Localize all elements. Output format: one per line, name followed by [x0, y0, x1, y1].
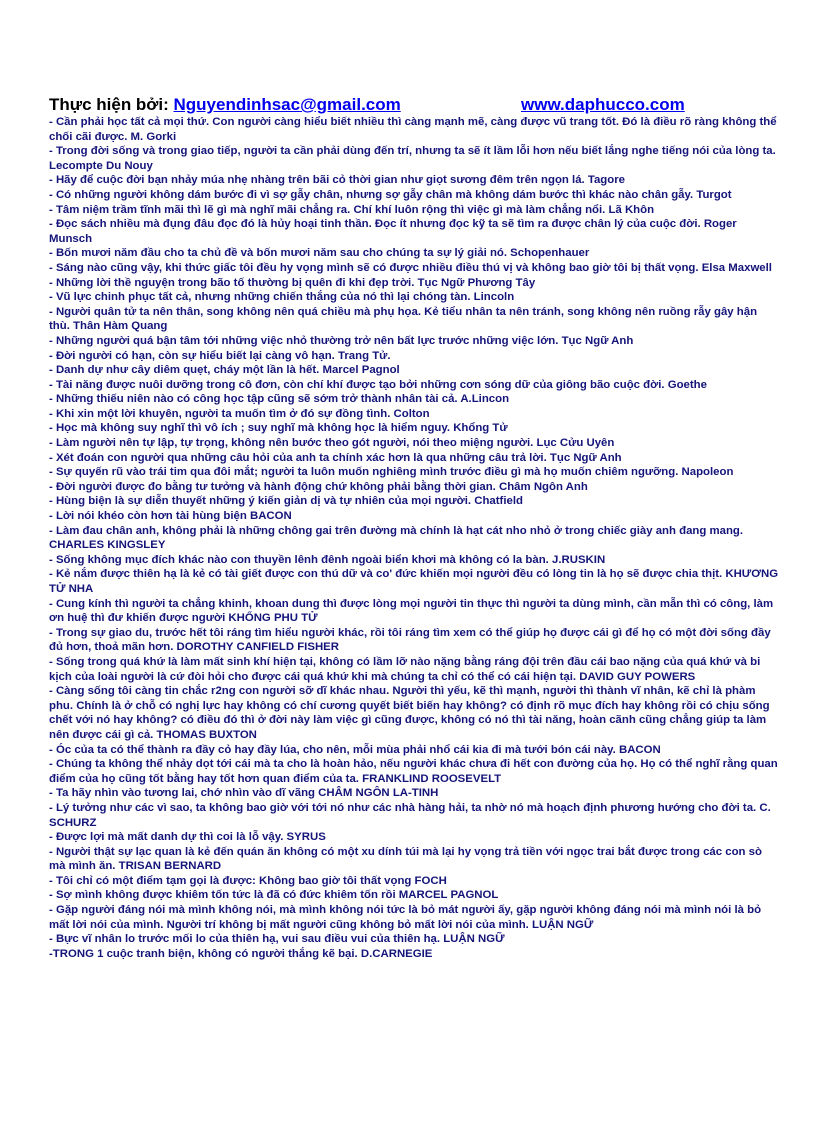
quote-item: - Danh dự như cây diêm quẹt, cháy một lần là hết. Marcel Pagnol [49, 364, 400, 377]
quote-item: - Sáng nào cũng vậy, khi thức giấc tôi đều hy vọng mình sẽ có được nhiều điều thú vị và không bao giờ tôi bị thất vọng. Elsa Maxwell [49, 261, 772, 274]
quote-item: - Sợ mình không được khiêm tốn tức là đã có đức khiêm tốn rồi MARCEL PAGNOL [49, 889, 499, 902]
quote-item: - Lời nói khéo còn hơn tài hùng biện BACON [49, 510, 292, 523]
quote-item: - Tôi chỉ có một điểm tạm gọi là được: Không bao giờ tôi thất vọng FOCH [49, 874, 447, 887]
quote-item: - Những thiếu niên nào có công học tập cũng sẽ sớm trở thành nhân tài cả. A.Lincon [49, 393, 510, 406]
quote-item: - Hãy để cuộc đời bạn nhảy múa nhẹ nhàng trên bãi cỏ thời gian như giọt sương đêm trên ngọn lá. Tagore [49, 174, 625, 187]
quote-item: - Đọc sách nhiều mà đụng đâu đọc đó là hủy hoại tinh thần. Đọc ít nhưng đọc kỹ ta sẽ tìm ra được chân lý của cuộc đời. Roger Munsch [49, 218, 737, 245]
website-link[interactable]: www.daphucco.com [521, 95, 685, 114]
quote-item: - Bốn mươi năm đầu cho ta chủ đề và bốn mươi năm sau cho chúng ta sự lý giải nó. Schopenhauer [49, 247, 590, 260]
quote-item: - Càng sống tôi càng tin chắc r2ng con người sỡ dĩ khác nhau. Người thì yếu, kẽ thì mạnh, người thì thành vĩ nhân, kẽ chỉ là phàm phu. Chính là ở chỗ có nghị lực hay không có chí cương quyết biết biến hay không? có định rõ mục đích hay không rồi có chịu sống chết với nó hay không? có điều đó thì ở đời này làm việc gì cũng được, không có nó thì tài năng, hoàn cãnh cũng chẳng giúp ta làm nên được cái gì cả. THOMAS BUXTON [49, 685, 770, 741]
quote-item: - Óc của ta có thể thành ra đầy cỏ hay đầy lúa, cho nên, mỗi mùa phải nhổ cái kia đi mà tưới bón cái này. BACON [49, 743, 661, 756]
quote-item: - Làm người nên tự lập, tự trọng, không nên bước theo gót người, nói theo miệng người. Lục Cửu Uyên [49, 437, 615, 450]
quote-item: - Sống trong quá khứ là làm mất sinh khí hiện tại, không có lầm lỡ nào nặng bằng ráng đội trên đầu cái bao nặng của quá khứ và bi kịch của loài người là cứ đòi hỏi cho được cái quá khứ khi mà chúng ta chỉ có thể có cái hiện tại. DAVID GUY POWERS [49, 655, 761, 683]
quote-item: - Những lời thề nguyện trong bão tố thường bị quên đi khi đẹp trời. Tục Ngữ Phương Tây [49, 276, 536, 289]
quote-item: - Khi xin một lời khuyên, người ta muốn tìm ở đó sự đồng tình. Colton [49, 407, 430, 420]
quote-item: - Trong sự giao du, trước hết tôi ráng tìm hiểu người khác, rồi tôi ráng tìm xem có thể giúp họ được cái gì để họ có một đời sống đầy đủ hơn, thoả mãn hơn. DOROTHY CANFIELD FISHER [49, 626, 771, 654]
quote-item: - Vũ lực chinh phục tất cả, nhưng những chiến thắng của nó thì lại chóng tàn. Lincoln [49, 291, 515, 304]
quote-item: - Tài năng được nuôi dưỡng trong cô đơn, còn chí khí được tạo bởi những cơn sóng dữ của giông bão cuộc đời. Goethe [49, 378, 707, 391]
quote-item: - Người quân tử ta nên thân, song không nên quá chiều mà phụ họa. Kẻ tiểu nhân ta nên tránh, song không nên ruồng rẫy gây hận thù. Thân Hàm Quang [49, 305, 758, 333]
quote-item: - Kẻ nắm được thiên hạ là kẻ có tài giết được con thú dữ và co' đức khiến mọi người đều có lòng tin là họ sẽ được chia thịt. KHƯƠNG TỬ NHA [49, 568, 779, 595]
quote-item: - Chúng ta không thể nhảy dọt tới cái mà ta cho là hoàn hảo, nếu người khác chưa đi hết con đường của họ. Họ có thể nghĩ rằng quan điểm của họ cũng tốt bằng hay tốt hơn quan điểm của ta. FRANKLIND ROOSEVELT [49, 758, 778, 785]
quote-item: - Ta hãy nhìn vào tương lai, chớ nhìn vào dĩ vãng CHÂM NGÔN LA-TINH [49, 787, 439, 800]
header-label: Thực hiện bởi: [49, 95, 174, 114]
quote-item: - Gặp người đáng nói mà mình không nói, mà mình không nói tức là bỏ mát người ấy, gặp người không đáng nói mà mình nói là bỏ mất lời nói của mình. Người trí không bị mất người cũng không bỏ mất lời nói của mình. LUẬN NGỮ [49, 904, 762, 931]
quote-item: -TRONG 1 cuộc tranh biện, không có người thắng kẽ bại. D.CARNEGIE [49, 947, 433, 960]
quote-item: - Cần phải học tất cả mọi thứ. Con người càng hiểu biết nhiều thì càng mạnh mẽ, càng được vũ trang tốt. Đó là điều rõ ràng không thể chối cãi được. M. Gorki [49, 116, 777, 143]
quote-item: - Cung kính thì người ta chẳng khinh, khoan dung thì được lòng mọi người tin thực thì người ta dùng mình, cần mẫn thì có công, làm ơn huệ thì đư khiến được người KHỔNG PHU TỬ [49, 597, 774, 625]
quote-item: - Đời người được đo bằng tư tưởng và hành động chứ không phải bằng thời gian. Châm Ngôn Anh [49, 480, 588, 493]
quote-item: - Lý tưởng như các vì sao, ta không bao giờ với tới nó như các nhà hàng hải, ta nhờ nó mà hoạch định phương hướng cho đời ta. C. SCHURZ [49, 801, 771, 829]
quote-item: - Được lợi mà mất danh dự thì coi là lỗ vậy. SYRUS [49, 831, 326, 844]
email-link[interactable]: Nguyendinhsac@gmail.com [173, 95, 401, 114]
quote-list [49, 115, 781, 961]
quote-item: - Sự quyến rũ vào trái tim qua đôi mắt; người ta luôn muốn nghiêng mình trước điều gì mà họ muốn chiêm ngưỡng. Napoleon [49, 466, 734, 479]
quote-item: - Làm đau chân anh, không phải là những chông gai trên đường mà chính là hạt cát nho nhỏ ở trong chiếc giày anh đang mang. CHARLES KINGSLEY [49, 524, 744, 552]
quote-item: - Có những người không dám bước đi vì sợ gẫy chân, nhưng sợ gẫy chân mà không dám bước thì khác nào chân gẫy. Turgot [49, 188, 732, 201]
quote-item: - Người thật sự lạc quan là kẻ đến quán ăn không có một xu dính túi mà lại hy vọng trả tiền với ngọc trai bắt được trong các con sò mà mình ăn. TRISAN BERNARD [49, 845, 762, 873]
quote-item: - Bực vĩ nhân lo trước mối lo của thiên hạ, vui sau điều vui của thiên hạ. LUẬN NGỮ [49, 933, 505, 946]
quote-item: - Những người quá bận tâm tới những việc nhỏ thường trở nên bất lực trước những việc lớn. Tục Ngữ Anh [49, 334, 634, 347]
document-page [49, 95, 781, 961]
quote-item: - Hùng biện là sự diễn thuyết những ý kiến giản dị và tự nhiên của mọi người. Chatfield [49, 495, 523, 508]
quote-item: - Xét đoán con người qua những câu hỏi của anh ta chính xác hơn là qua những câu trả lời. Tục Ngữ Anh [49, 451, 622, 464]
quote-item: - Sống không mục đích khác nào con thuyền lênh đênh ngoài biển khơi mà không có la bàn. J.RUSKIN [49, 553, 606, 566]
header [49, 95, 781, 115]
quote-item: - Đời người có hạn, còn sự hiểu biết lại càng vô hạn. Trang Tử. [49, 349, 391, 362]
quote-item: - Trong đời sống và trong giao tiếp, người ta cần phải dùng đến trí, nhưng ta sẽ ít lầm lỗi hơn nếu biết lắng nghe tiếng nói của lòng ta. Lecompte Du Nouy [49, 145, 776, 172]
quote-item: - Học mà không suy nghĩ thì vô ích ; suy nghĩ mà không học là hiểm nguy. Khổng Tử [49, 422, 508, 435]
quote-item: - Tâm niệm trầm tĩnh mãi thì lẽ gì mà nghĩ mãi chẳng ra. Chí khí luôn rộng thì việc gì mà làm chẳng nổi. Lã Khôn [49, 203, 655, 216]
